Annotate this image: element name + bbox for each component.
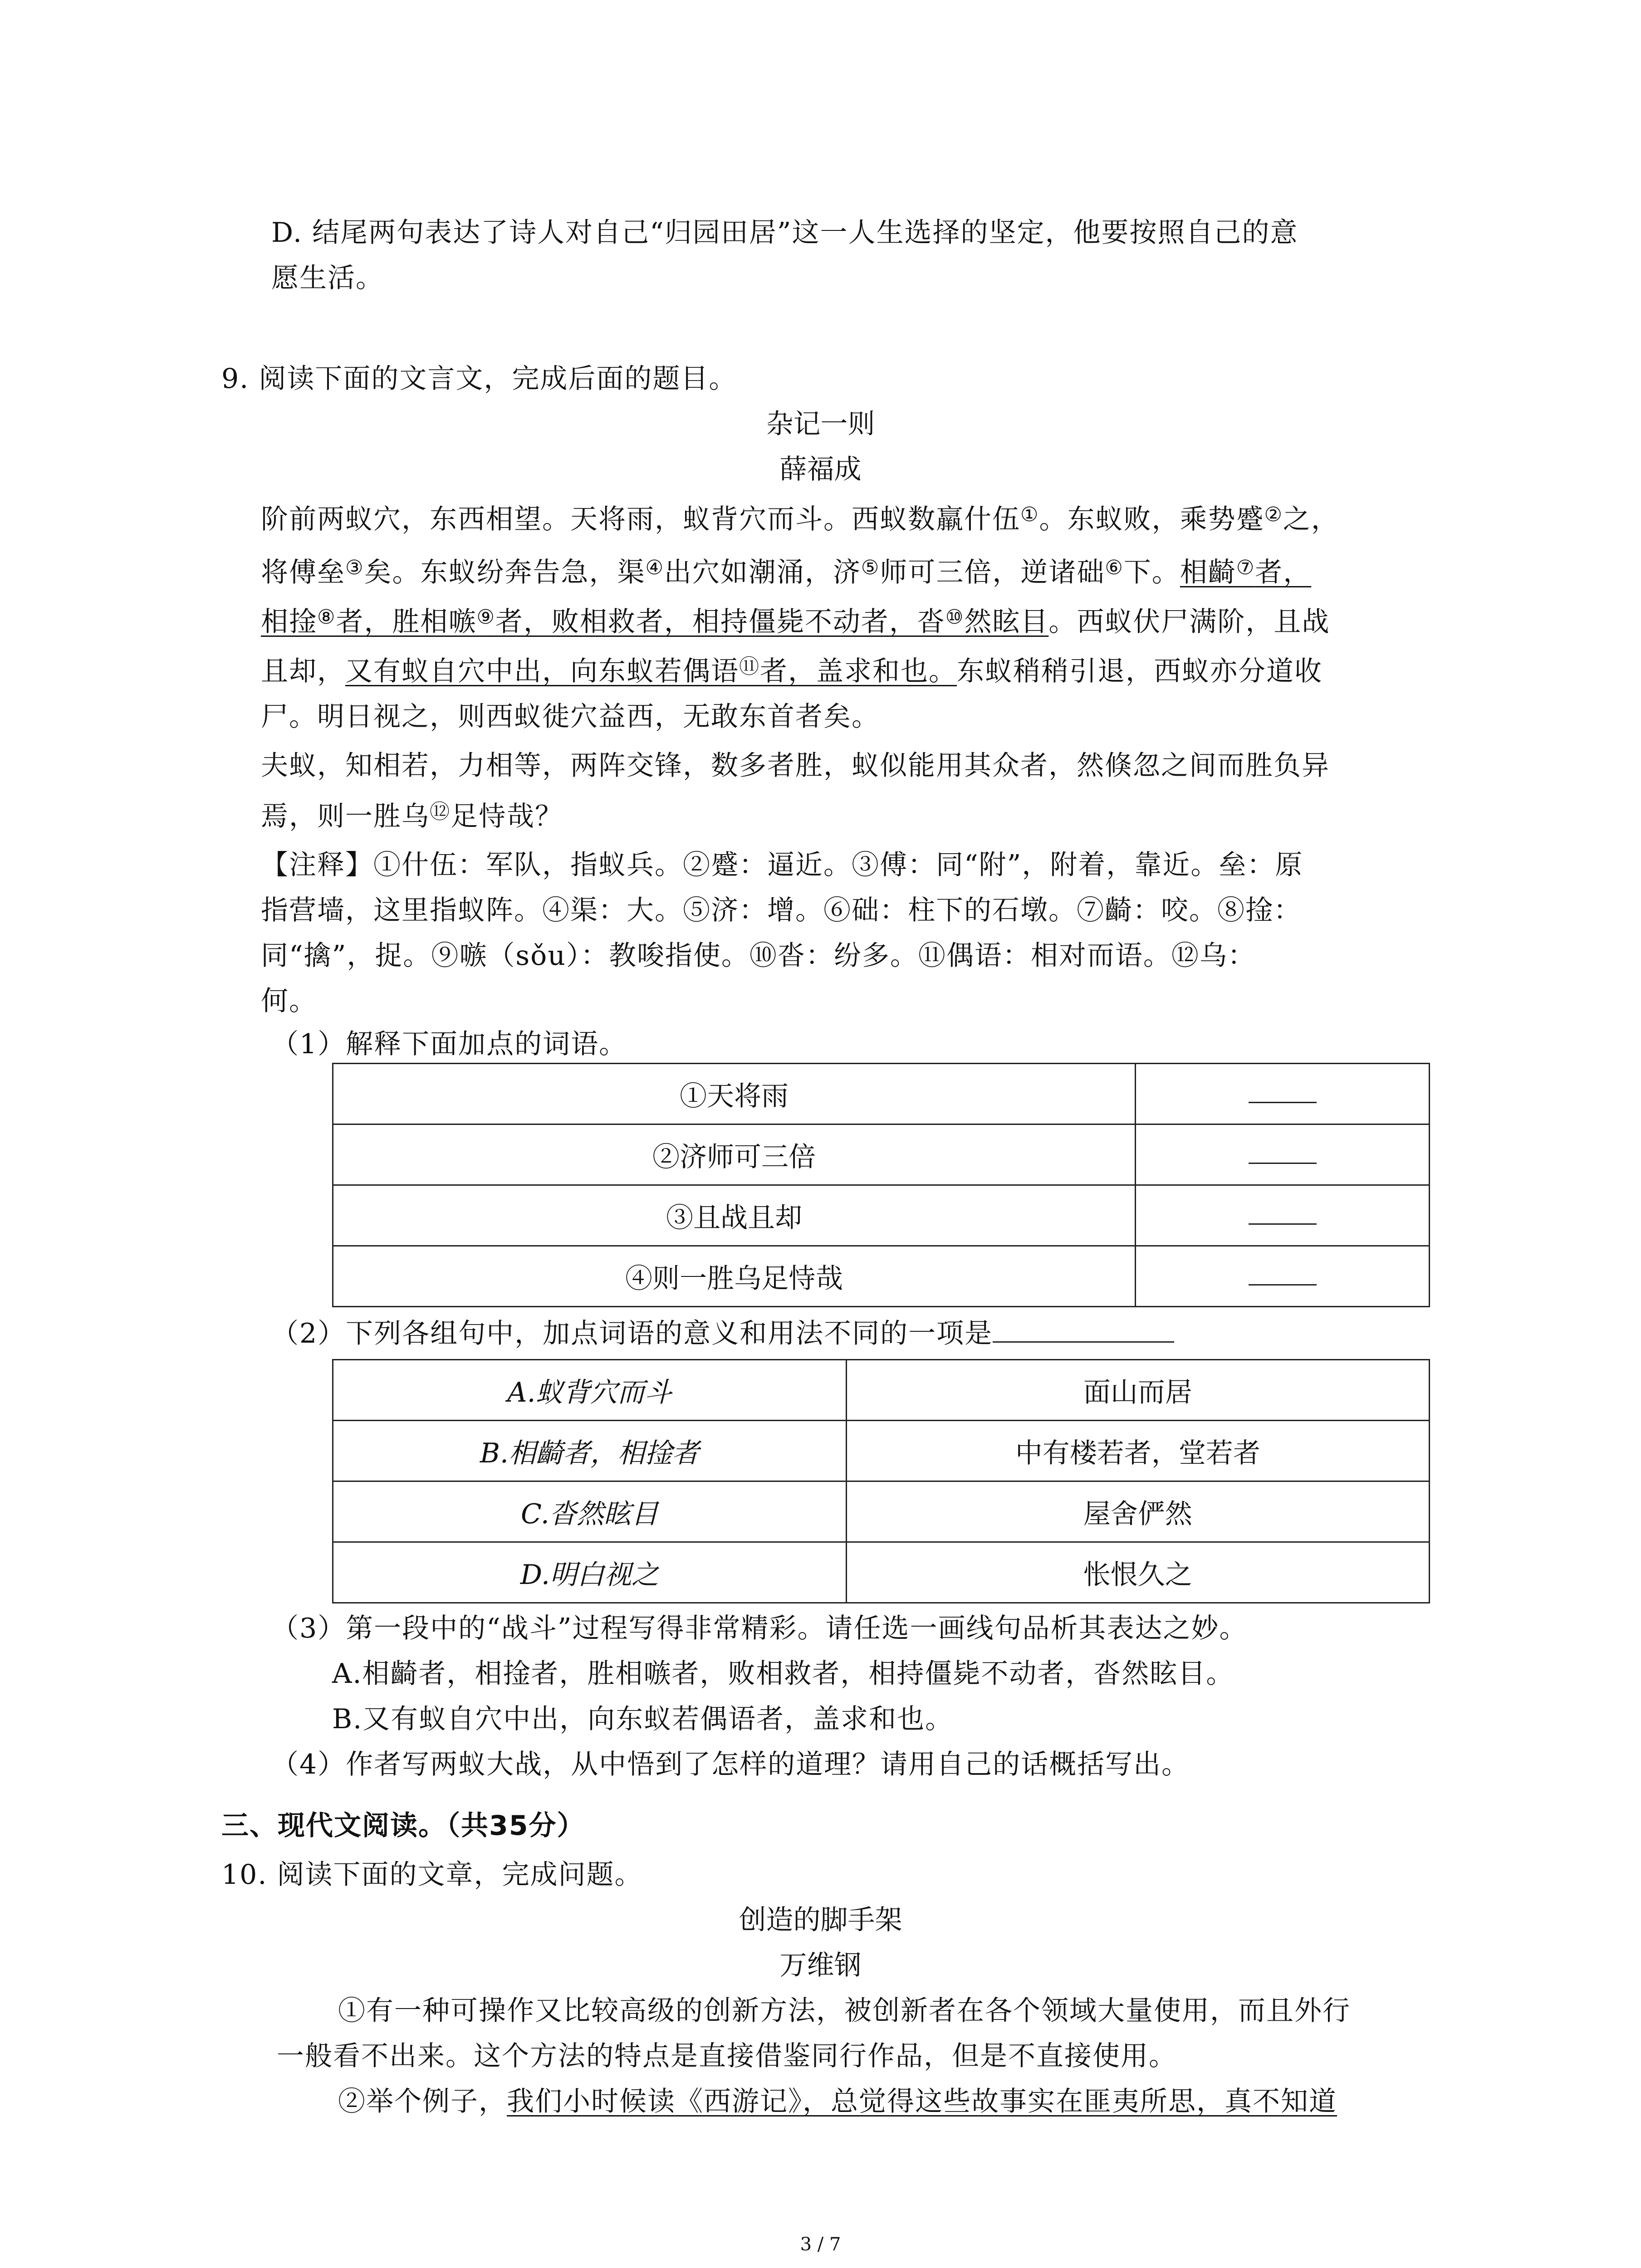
underlined-sentence: 我们小时候读《西游记》，总觉得这些故事实在匪夷所思，真不知道 bbox=[507, 2086, 1337, 2117]
table-row bbox=[333, 1360, 1430, 1421]
table-row bbox=[333, 1481, 1430, 1542]
table-row bbox=[333, 1124, 1430, 1185]
q9-sub1-label: （1）解释下面加点的词语。 bbox=[271, 1028, 627, 1060]
q10-title: 创造的脚手架 bbox=[739, 1904, 902, 1936]
table-cell: B.相齮者，相捦者 bbox=[333, 1421, 847, 1481]
q9-sub4-label: （4）作者写两蚁大战，从中悟到了怎样的道理？请用自己的话概括写出。 bbox=[271, 1749, 1190, 1780]
q9-passage-line4: 且却，又有蚁自穴中出，向东蚁若偶语⑪者，盖求和也。东蚁稍稍引退，西蚁亦分道收 bbox=[261, 655, 1323, 687]
q9-passage-line5: 尸。明日视之，则西蚁徙穴益西，无敢东首者矣。 bbox=[261, 701, 880, 733]
q10-p2-line1: ②举个例子，我们小时候读《西游记》，总觉得这些故事实在匪夷所思，真不知道 bbox=[338, 2086, 1337, 2117]
table-cell: ③且战且却 bbox=[333, 1185, 1136, 1246]
table-cell: 面山而居 bbox=[846, 1360, 1429, 1421]
q9-passage2-line1: 夫蚁，知相若，力相等，两阵交锋，数多者胜，蚁似能用其众者，然倏忽之间而胜负异 bbox=[261, 750, 1330, 782]
table-cell: C.沓然眩目 bbox=[333, 1481, 847, 1542]
underlined-sentence-a-part2: 相捦⑧者，胜相嗾⑨者，败相救者，相持僵毙不动者，沓⑩然眩目 bbox=[261, 606, 1049, 638]
answer-blank bbox=[1249, 1079, 1317, 1103]
q10-author: 万维钢 bbox=[779, 1950, 862, 1981]
table-cell: 中有楼若者，堂若者 bbox=[846, 1421, 1429, 1481]
q10-p1-line1: ①有一种可操作又比较高级的创新方法，被创新者在各个领域大量使用，而且外行 bbox=[338, 1995, 1351, 2027]
q9-sub2-label: （2）下列各组句中，加点词语的意义和用法不同的一项是 bbox=[271, 1315, 1174, 1352]
q9-sub2-table bbox=[332, 1359, 1430, 1603]
answer-cell[interactable] bbox=[1136, 1124, 1430, 1185]
table-row bbox=[333, 1064, 1430, 1124]
q9-sub3-option-a: A.相齮者，相捦者，胜相嗾者，败相救者，相持僵毙不动者，沓然眩目。 bbox=[332, 1658, 1234, 1690]
q9-passage-line2: 将傅垒③矣。东蚁纷奔告急，渠④出穴如潮涌，济⑤师可三倍，逆诸础⑥下。相齮⑦者， bbox=[261, 556, 1312, 588]
q10-p1-line2: 一般看不出来。这个方法的特点是直接借鉴同行作品，但是不直接使用。 bbox=[277, 2040, 1177, 2072]
q9-title: 杂记一则 bbox=[766, 408, 875, 440]
answer-blank bbox=[1249, 1201, 1317, 1225]
table-cell: ④则一胜乌足恃哉 bbox=[333, 1246, 1136, 1307]
answer-blank bbox=[1249, 1140, 1317, 1164]
q9-sub1-table bbox=[332, 1063, 1430, 1307]
table-cell: 屋舍俨然 bbox=[846, 1481, 1429, 1542]
table-row bbox=[333, 1421, 1430, 1481]
section3-heading: 三、现代文阅读。（共35分） bbox=[221, 1810, 585, 1842]
q9-notes-line1: 【注释】①什伍：军队，指蚁兵。②蹙：逼近。③傅：同“附”，附着，靠近。垒：原 bbox=[261, 849, 1303, 881]
table-row bbox=[333, 1542, 1430, 1603]
answer-cell[interactable] bbox=[1136, 1064, 1430, 1124]
table-row bbox=[333, 1246, 1430, 1307]
q9-notes-line2: 指营墙，这里指蚁阵。④渠：大。⑤济：增。⑥础：柱下的石墩。⑦齮：咬。⑧捦： bbox=[261, 894, 1302, 926]
q9-sub3-label: （3）第一段中的“战斗”过程写得非常精彩。请任选一画线句品析其表达之妙。 bbox=[271, 1613, 1248, 1644]
q8-option-d-line2: 愿生活。 bbox=[271, 262, 384, 294]
q10-intro: 10. 阅读下面的文章，完成问题。 bbox=[221, 1859, 643, 1891]
answer-cell[interactable] bbox=[1136, 1246, 1430, 1307]
q8-option-d-line1: D. 结尾两句表达了诗人对自己“归园田居”这一人生选择的坚定，他要按照自己的意 bbox=[271, 217, 1298, 249]
table-cell: ②济师可三倍 bbox=[333, 1124, 1136, 1185]
underlined-sentence-b: 又有蚁自穴中出，向东蚁若偶语⑪者，盖求和也。 bbox=[345, 655, 957, 687]
q9-intro: 9. 阅读下面的文言文，完成后面的题目。 bbox=[221, 363, 737, 395]
answer-cell[interactable] bbox=[1136, 1185, 1430, 1246]
table-cell: 怅恨久之 bbox=[846, 1542, 1429, 1603]
table-cell: D.明白视之 bbox=[333, 1542, 847, 1603]
underlined-sentence-a-part1: 相齮⑦者， bbox=[1180, 556, 1312, 588]
q9-notes-line4: 何。 bbox=[261, 985, 317, 1017]
table-row bbox=[333, 1185, 1430, 1246]
q9-notes-line3: 同“擒”，捉。⑨嗾（sǒu）：教唆指使。⑩沓：纷多。⑪偶语：相对而语。⑫乌： bbox=[261, 940, 1256, 972]
page-number: 3 / 7 bbox=[800, 2234, 841, 2255]
q9-author: 薛福成 bbox=[779, 454, 862, 485]
table-cell: ①天将雨 bbox=[333, 1064, 1136, 1124]
q9-passage2-line2: 焉，则一胜乌⑫足恃哉？ bbox=[261, 800, 563, 832]
table-cell: A.蚁背穴而斗 bbox=[333, 1360, 847, 1421]
answer-blank bbox=[1249, 1261, 1317, 1286]
q9-passage-line1: 阶前两蚁穴，东西相望。天将雨，蚁背穴而斗。西蚁数羸什伍①。东蚁败，乘势蹙②之， bbox=[261, 503, 1339, 535]
q9-sub3-option-b: B.又有蚁自穴中出，向东蚁若偶语者，盖求和也。 bbox=[332, 1703, 954, 1735]
q9-passage-line3: 相捦⑧者，胜相嗾⑨者，败相救者，相持僵毙不动者，沓⑩然眩目。西蚁伏尸满阶，且战 bbox=[261, 606, 1330, 638]
answer-blank[interactable] bbox=[993, 1319, 1174, 1343]
